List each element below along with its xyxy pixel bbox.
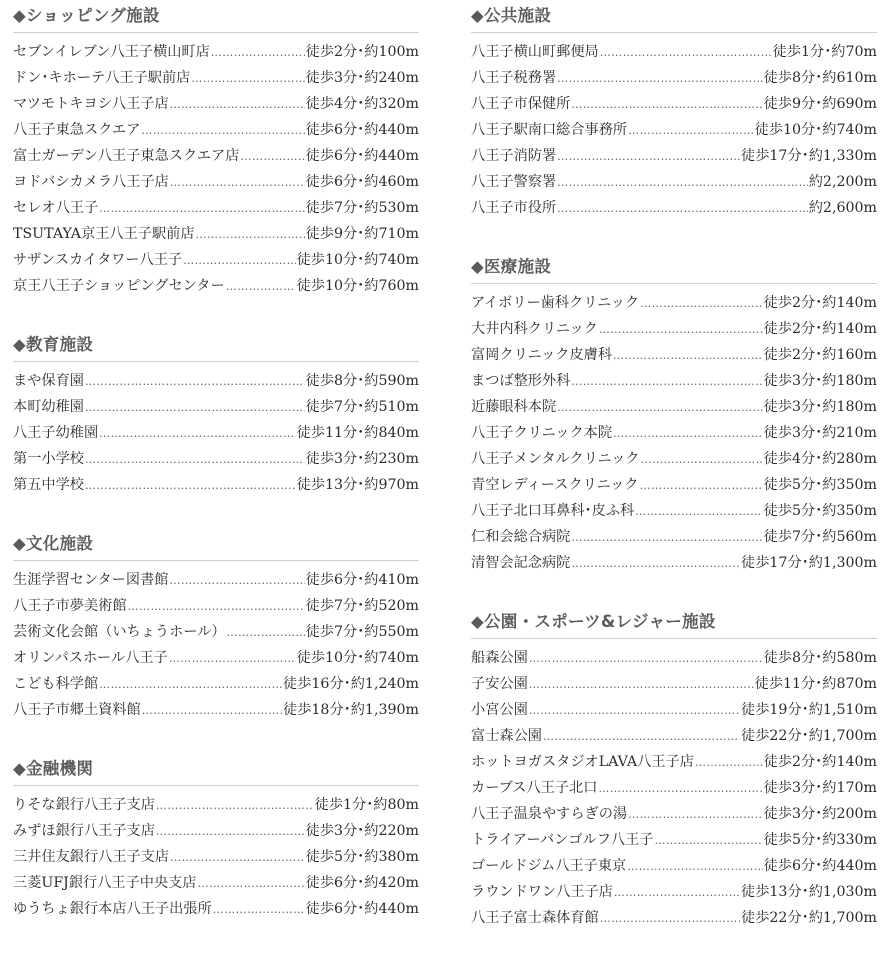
list-item — [13, 792, 419, 818]
facility-name: 八王子市郷土資料館 — [13, 702, 141, 718]
list-item — [471, 368, 877, 394]
facility-name: まや保育園 — [13, 373, 84, 389]
list-item — [471, 117, 877, 143]
facility-distance: 徒歩8分･約580m — [763, 650, 877, 666]
facility-distance: 徒歩4分･約320m — [305, 96, 419, 112]
list-item — [471, 394, 877, 420]
facility-distance: 徒歩17分･約1,300m — [741, 555, 877, 571]
facility-name: 本町幼稚園 — [13, 399, 84, 415]
facility-distance: 約2,200m — [808, 174, 877, 190]
section-title: ◆文化施設 — [13, 528, 419, 561]
list-item — [13, 143, 419, 169]
facility-name: こども科学館 — [13, 676, 99, 692]
facility-distance: 徒歩17分･約1,330m — [741, 148, 877, 164]
section-title: ◆金融機関 — [13, 753, 419, 786]
facility-distance: 徒歩3分･約240m — [305, 70, 419, 86]
list-item — [471, 420, 877, 446]
list-item — [13, 273, 419, 299]
facility-distance: 徒歩5分･約380m — [305, 849, 419, 865]
list-item — [13, 169, 419, 195]
list-item — [471, 290, 877, 316]
section-title: ◆公共施設 — [471, 0, 877, 33]
section-title: ◆教育施設 — [13, 329, 419, 362]
facility-name: 八王子市役所 — [471, 200, 557, 216]
facility-distance: 徒歩3分･約180m — [763, 373, 877, 389]
facility-distance: 徒歩8分･約610m — [763, 70, 877, 86]
list-item — [471, 472, 877, 498]
facility-distance: 徒歩2分･約140m — [763, 321, 877, 337]
section-title: ◆医療施設 — [471, 251, 877, 284]
facility-name: マツモトキヨシ八王子店 — [13, 96, 169, 112]
facility-distance: 徒歩22分･約1,700m — [741, 910, 877, 926]
facility-distance: 徒歩6分･約420m — [305, 875, 419, 891]
section-title: ◆ショッピング施設 — [13, 0, 419, 33]
facility-distance: 徒歩5分･約330m — [763, 832, 877, 848]
section-title: ◆公園・スポーツ&レジャー施設 — [471, 606, 877, 639]
facility-distance: 徒歩1分･約70m — [772, 44, 877, 60]
list-item — [13, 117, 419, 143]
facility-name: 富岡クリニック皮膚科 — [471, 347, 613, 363]
facility-distance: 約2,600m — [808, 200, 877, 216]
facility-distance: 徒歩2分･約140m — [763, 754, 877, 770]
facility-distance: 徒歩3分･約210m — [763, 425, 877, 441]
list-item — [471, 879, 877, 905]
facility-distance: 徒歩10分･約740m — [296, 650, 419, 666]
list-item — [13, 221, 419, 247]
list-item — [471, 316, 877, 342]
list-item — [471, 645, 877, 671]
facility-name: 八王子市保健所 — [471, 96, 571, 112]
list-item — [471, 169, 877, 195]
list-item — [471, 853, 877, 879]
facility-distance: 徒歩6分･約440m — [763, 858, 877, 874]
section-finance — [13, 753, 419, 922]
section-culture — [13, 528, 419, 723]
facility-name: ホットヨガスタジオLAVA八王子店 — [471, 754, 694, 770]
list-item — [13, 65, 419, 91]
facility-name: 三井住友銀行八王子支店 — [13, 849, 170, 865]
facility-name: 子安公園 — [471, 676, 528, 692]
list-item — [13, 870, 419, 896]
facility-name: 清智会記念病院 — [471, 555, 571, 571]
facility-name: 近藤眼科本院 — [471, 399, 557, 415]
right-column — [471, 0, 877, 931]
facility-distance: 徒歩6分･約440m — [305, 901, 419, 917]
facility-name: 八王子市夢美術館 — [13, 598, 127, 614]
facility-name: 第五中学校 — [13, 477, 84, 493]
facility-name: セレオ八王子 — [13, 200, 99, 216]
facility-distance: 徒歩9分･約690m — [763, 96, 877, 112]
facility-name: 青空レディースクリニック — [471, 477, 639, 493]
facility-distance: 徒歩4分･約280m — [763, 451, 877, 467]
facility-name: 八王子横山町郵便局 — [471, 44, 599, 60]
list-item — [471, 697, 877, 723]
facility-name: セブンイレブン八王子横山町店 — [13, 44, 210, 60]
facility-name: りそな銀行八王子支店 — [13, 797, 155, 813]
list-item — [13, 567, 419, 593]
list-item — [471, 905, 877, 931]
list-item — [471, 498, 877, 524]
facility-name: トライアーバンゴルフ八王子 — [471, 832, 654, 848]
left-column — [13, 0, 419, 922]
facility-name: 富士森公園 — [471, 728, 542, 744]
facility-name: みずほ銀行八王子支店 — [13, 823, 155, 839]
facility-distance: 徒歩11分･約840m — [296, 425, 419, 441]
facility-distance: 徒歩3分･約220m — [305, 823, 419, 839]
facility-name: サザンスカイタワー八王子 — [13, 252, 183, 268]
list-item — [13, 420, 419, 446]
facility-name: 京王八王子ショッピングセンター — [13, 278, 225, 294]
list-item — [13, 697, 419, 723]
facility-distance: 徒歩18分･約1,390m — [283, 702, 419, 718]
list-item — [13, 593, 419, 619]
section-public — [471, 0, 877, 221]
list-item — [471, 749, 877, 775]
facility-name: 八王子東急スクエア — [13, 122, 141, 138]
facility-distance: 徒歩9分･約710m — [305, 226, 419, 242]
section-parks — [471, 606, 877, 931]
facility-distance: 徒歩10分･約760m — [296, 278, 419, 294]
list-item — [13, 818, 419, 844]
facility-name: 大井内科クリニック — [471, 321, 598, 337]
facility-distance: 徒歩3分･約230m — [305, 451, 419, 467]
facility-name: ヨドバシカメラ八王子店 — [13, 174, 169, 190]
facility-name: ゆうちょ銀行本店八王子出張所 — [13, 901, 212, 917]
facility-distance: 徒歩1分･約80m — [314, 797, 419, 813]
facility-name: 小宮公園 — [471, 702, 528, 718]
list-item — [13, 195, 419, 221]
facility-name: 八王子幼稚園 — [13, 425, 99, 441]
section-education — [13, 329, 419, 498]
facility-distance: 徒歩7分･約560m — [763, 529, 877, 545]
facility-distance: 徒歩6分･約440m — [305, 148, 419, 164]
list-item — [471, 723, 877, 749]
facility-name: ゴールドジム八王子東京 — [471, 858, 627, 874]
facility-distance: 徒歩8分･約590m — [305, 373, 419, 389]
facility-name: オリンパスホール八王子 — [13, 650, 168, 666]
facility-name: 八王子消防署 — [471, 148, 557, 164]
facility-distance: 徒歩13分･約970m — [296, 477, 419, 493]
facility-name: TSUTAYA京王八王子駅前店 — [13, 226, 195, 242]
facility-distance: 徒歩10分･約740m — [296, 252, 419, 268]
facility-distance: 徒歩16分･約1,240m — [283, 676, 419, 692]
facility-distance: 徒歩7分･約510m — [305, 399, 419, 415]
facility-distance: 徒歩7分･約520m — [305, 598, 419, 614]
facility-name: 八王子駅南口総合事務所 — [471, 122, 628, 138]
list-item — [13, 472, 419, 498]
facility-name: 八王子クリニック本院 — [471, 425, 613, 441]
section-shopping — [13, 0, 419, 299]
facility-distance: 徒歩6分･約440m — [305, 122, 419, 138]
facility-name: 三菱UFJ銀行八王子中央支店 — [13, 875, 197, 891]
facility-distance: 徒歩3分･約170m — [763, 780, 877, 796]
facility-distance: 徒歩2分･約100m — [305, 44, 419, 60]
facility-name: 八王子税務署 — [471, 70, 557, 86]
facility-distance: 徒歩11分･約870m — [754, 676, 877, 692]
list-item — [13, 844, 419, 870]
list-item — [471, 342, 877, 368]
facility-distance: 徒歩6分･約410m — [305, 572, 419, 588]
list-item — [13, 645, 419, 671]
facility-name: 仁和会総合病院 — [471, 529, 571, 545]
list-item — [471, 195, 877, 221]
list-item — [471, 39, 877, 65]
list-item — [13, 394, 419, 420]
facility-name: 八王子警察署 — [471, 174, 557, 190]
facility-distance: 徒歩19分･約1,510m — [741, 702, 877, 718]
facility-name: 八王子北口耳鼻科･皮ふ科 — [471, 503, 635, 519]
facility-distance: 徒歩5分･約350m — [763, 503, 877, 519]
facility-distance: 徒歩7分･約550m — [305, 624, 419, 640]
list-item — [471, 827, 877, 853]
list-item — [13, 446, 419, 472]
list-item — [13, 619, 419, 645]
facility-name: 八王子メンタルクリニック — [471, 451, 640, 467]
list-item — [471, 775, 877, 801]
list-item — [471, 143, 877, 169]
list-item — [13, 39, 419, 65]
list-item — [471, 550, 877, 576]
list-item — [471, 446, 877, 472]
facility-name: 芸術文化会館（いちょうホール） — [13, 624, 226, 640]
list-item — [13, 671, 419, 697]
facility-distance: 徒歩5分･約350m — [763, 477, 877, 493]
facility-name: 八王子温泉やすらぎの湯 — [471, 806, 628, 822]
facility-distance: 徒歩3分･約180m — [763, 399, 877, 415]
facility-name: カーブス八王子北口 — [471, 780, 598, 796]
facility-name: ラウンドワン八王子店 — [471, 884, 613, 900]
facility-distance: 徒歩22分･約1,700m — [741, 728, 877, 744]
facility-distance: 徒歩6分･約460m — [305, 174, 419, 190]
list-item — [13, 91, 419, 117]
list-item — [471, 65, 877, 91]
list-item — [13, 247, 419, 273]
facility-name: 富士ガーデン八王子東急スクエア店 — [13, 148, 240, 164]
list-item — [471, 671, 877, 697]
list-item — [471, 524, 877, 550]
facility-distance: 徒歩3分･約200m — [763, 806, 877, 822]
facility-name: 生涯学習センター図書館 — [13, 572, 169, 588]
facility-name: 第一小学校 — [13, 451, 84, 467]
facility-distance: 徒歩7分･約530m — [305, 200, 419, 216]
facility-name: 船森公園 — [471, 650, 528, 666]
list-item — [471, 91, 877, 117]
list-item — [13, 368, 419, 394]
list-item — [471, 801, 877, 827]
section-medical — [471, 251, 877, 576]
facility-name: 八王子富士森体育館 — [471, 910, 599, 926]
facility-name: アイボリー歯科クリニック — [471, 295, 640, 311]
facility-distance: 徒歩10分･約740m — [754, 122, 877, 138]
facility-name: ドン･キホーテ八王子駅前店 — [13, 70, 191, 86]
facility-distance: 徒歩2分･約160m — [763, 347, 877, 363]
list-item — [13, 896, 419, 922]
facility-distance: 徒歩2分･約140m — [763, 295, 877, 311]
facility-distance: 徒歩13分･約1,030m — [741, 884, 877, 900]
facility-name: まつば整形外科 — [471, 373, 571, 389]
